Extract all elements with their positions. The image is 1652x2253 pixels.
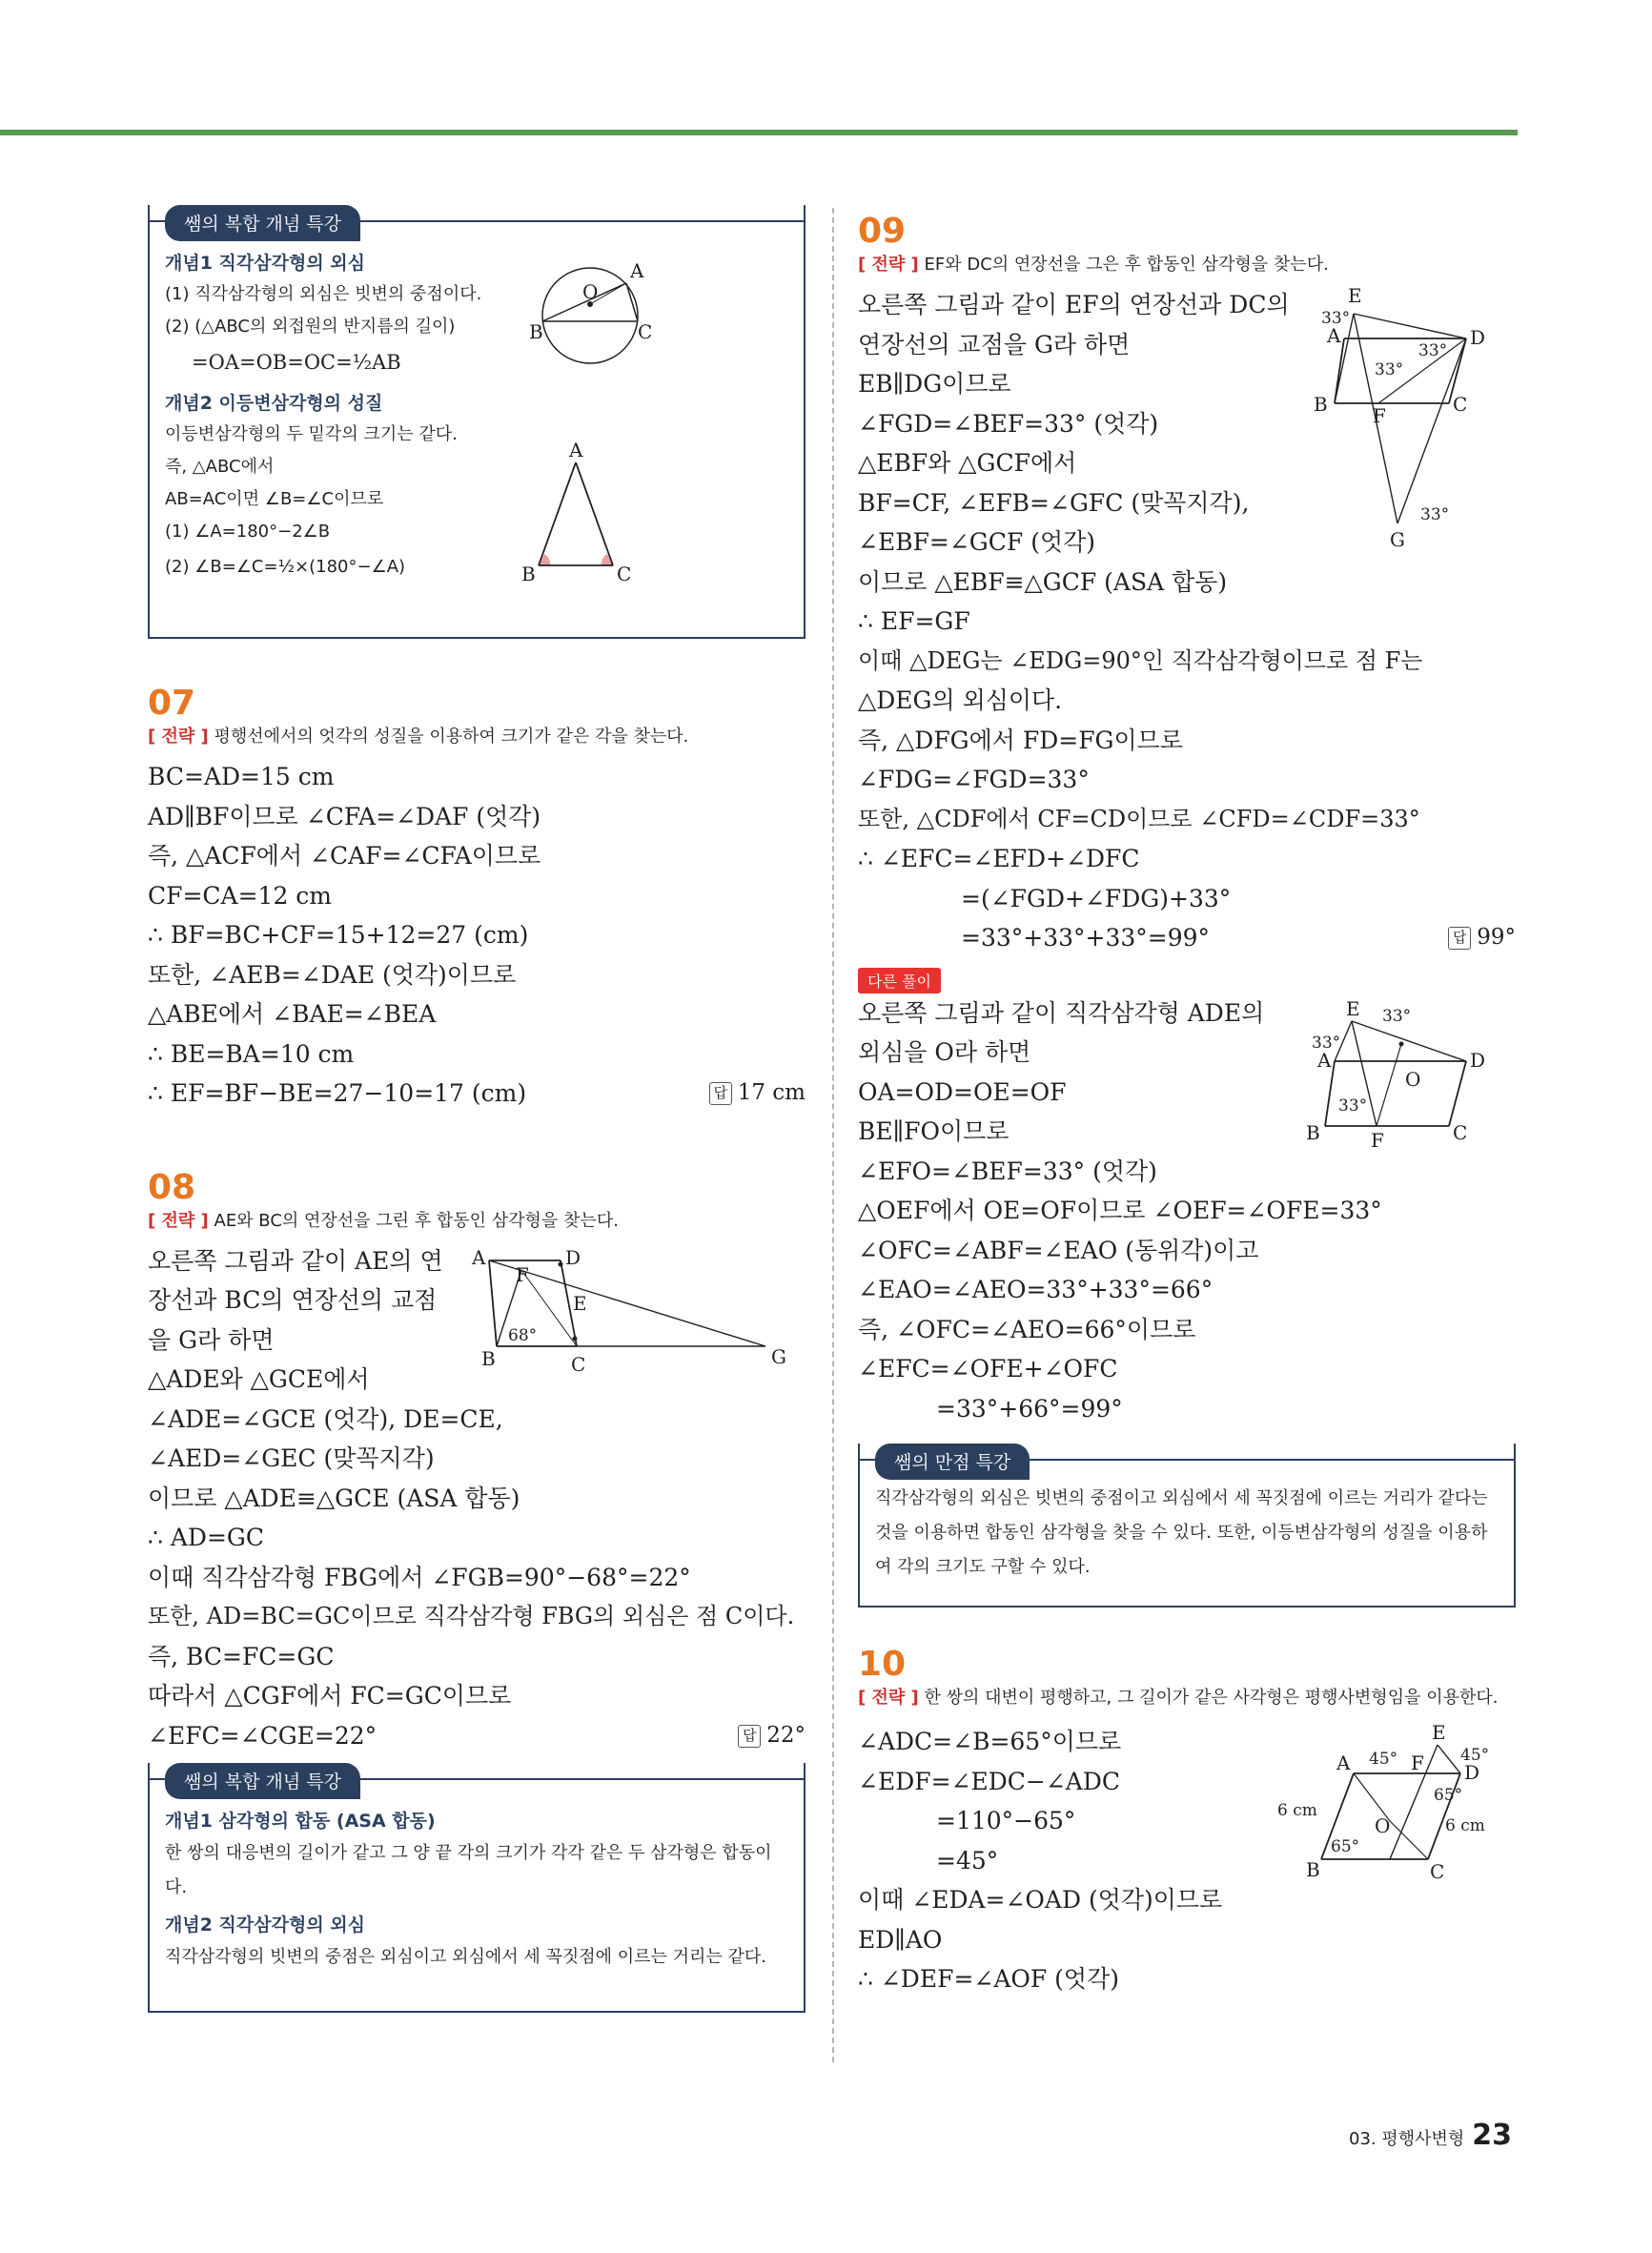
f09-label-C: C	[1453, 393, 1468, 416]
f09-angle-1: 33°	[1321, 309, 1351, 328]
strategy-text: EF와 DC의 연장선을 그은 후 합동인 삼각형을 찾는다.	[924, 255, 1329, 275]
f10-label-F: F	[1411, 1751, 1424, 1774]
problem-09-figure	[1306, 285, 1511, 562]
f08-label-A: A	[472, 1245, 486, 1269]
f09-label-F: F	[1373, 404, 1386, 427]
isosceles-figure	[521, 441, 636, 584]
solution-line: ∴ ∠EFC=∠EFD+∠DFC	[858, 845, 1140, 872]
strategy-tag: [ 전략 ]	[858, 1688, 919, 1708]
solution-line-text: ∠EFC=∠CGE=22°	[148, 1721, 377, 1750]
f10-angle-45a: 45°	[1369, 1750, 1398, 1769]
solution-line: 이때 직각삼각형 FBG에서 ∠FGB=90°−68°=22°	[148, 1563, 691, 1591]
solution-line: =45°	[936, 1846, 999, 1874]
alt-solution-line: 즉, ∠OFC=∠AEO=66°이므로	[858, 1315, 1196, 1343]
page-number: 23	[1472, 2119, 1513, 2152]
solution-line: 따라서 △CGF에서 FC=GC이므로	[148, 1682, 512, 1710]
solution-line: ∠FGD=∠BEF=33° (엇각)	[858, 409, 1159, 438]
solution-line: CF=CA=12 cm	[148, 881, 333, 910]
f09-label-D: D	[1470, 326, 1486, 349]
f09-angle-3: 33°	[1418, 341, 1448, 360]
strategy-text: 한 쌍의 대변이 평행하고, 그 길이가 같은 사각형은 평행사변형임을 이용한다.	[924, 1688, 1499, 1708]
f10-label-O: O	[1375, 1814, 1391, 1837]
solution-line: ∠EBF=∠GCF (엇각)	[858, 528, 1096, 556]
f10-side-6cm-left: 6 cm	[1277, 1801, 1317, 1820]
answer-mark: 답	[738, 1725, 761, 1748]
problem-10-figure	[1277, 1721, 1506, 1888]
page-footer	[1349, 2119, 1512, 2152]
f08-label-D: D	[565, 1245, 581, 1269]
strategy	[148, 723, 806, 751]
f09-angle-4: 33°	[1420, 505, 1450, 524]
alt-solution-line: BE∥FO이므로	[858, 1117, 1010, 1145]
solution-line: 을 G라 하면	[148, 1325, 275, 1354]
f08-label-B: B	[481, 1346, 496, 1370]
concept-2-title: 개념2 직각삼각형의 외심	[165, 1915, 365, 1936]
f10-label-A: A	[1336, 1751, 1351, 1774]
solution-line: 오른쪽 그림과 같이 AE의 연	[148, 1246, 443, 1275]
solution-line: △DEG의 외심이다.	[858, 686, 1063, 714]
solution-line-final	[858, 918, 1516, 958]
solution-line: 또한, ∠AEB=∠DAE (엇각)이므로	[148, 960, 517, 989]
f10-angle-65b: 65°	[1331, 1837, 1360, 1856]
circle-label-C: C	[638, 320, 653, 343]
solution-line: △EBF와 △GCF에서	[858, 449, 1077, 477]
answer-mark: 답	[709, 1082, 732, 1105]
concept-2-line-5: (2) ∠B=∠C=½×(180°−∠A)	[165, 557, 406, 577]
answer-value: 99°	[1477, 925, 1516, 950]
top-green-rule	[0, 130, 1518, 135]
solution-line: 또한, △CDF에서 CF=CD이므로 ∠CFD=∠CDF=33°	[858, 805, 1420, 832]
circle-figure	[529, 259, 664, 377]
f09b-label-D: D	[1470, 1049, 1486, 1072]
solution-line: ∠ADC=∠B=65°이므로	[858, 1728, 1122, 1755]
solution-line-text: ∴ EF=BF−BE=27−10=17 (cm)	[148, 1079, 527, 1107]
solution-line: ED∥AO	[858, 1925, 943, 1954]
problem-09-alt-figure	[1296, 997, 1501, 1155]
chapter-label: 03. 평행사변형	[1349, 2129, 1465, 2149]
solution-line: 즉, △ACF에서 ∠CAF=∠CFA이므로	[148, 842, 541, 870]
concept-2-title: 개념2 이등변삼각형의 성질	[165, 393, 383, 414]
solution-line: 또한, AD=BC=GC이므로 직각삼각형 FBG의 외심은 점 C이다.	[148, 1603, 795, 1629]
concept-2-line-1: 이등변삼각형의 두 밑각의 크기는 같다.	[165, 424, 458, 444]
solution-line: ∠ADE=∠GCE (엇각), DE=CE,	[148, 1404, 503, 1433]
problem-08-figure	[472, 1241, 804, 1384]
f10-label-B: B	[1306, 1858, 1320, 1881]
solution-line: 이때 △DEG는 ∠EDG=90°인 직각삼각형이므로 점 F는	[858, 646, 1423, 674]
solution-line: △ABE에서 ∠BAE=∠BEA	[148, 1000, 437, 1028]
answer	[738, 1716, 806, 1756]
solution-line: 이므로 △ADE≡△GCE (ASA 합동)	[148, 1484, 520, 1512]
answer-mark: 답	[1448, 927, 1471, 950]
strategy-text: 평행선에서의 엇각의 성질을 이용하여 크기가 같은 각을 찾는다.	[214, 727, 689, 747]
problem-number: 07	[148, 684, 196, 723]
solution-line-final	[148, 1716, 806, 1756]
column-divider	[832, 208, 834, 2062]
f10-angle-65a: 65°	[1434, 1786, 1463, 1805]
solution-line: 이므로 △EBF≡△GCF (ASA 합동)	[858, 567, 1228, 596]
solution-line: ∴ BF=BC+CF=15+12=27 (cm)	[148, 921, 529, 949]
concept-box-tag: 쌤의 복합 개념 특강	[165, 205, 360, 241]
strategy	[148, 1207, 806, 1236]
problem-number: 09	[858, 212, 907, 251]
alt-solution-line: 오른쪽 그림과 같이 직각삼각형 ADE의	[858, 998, 1265, 1027]
solution-line: ∠AED=∠GEC (맞꼭지각)	[148, 1444, 435, 1472]
f09-label-G: G	[1390, 528, 1405, 551]
full-marks-box	[858, 1444, 1516, 1608]
iso-label-A: A	[569, 439, 583, 461]
alt-solution-line: ∠EFC=∠OFE+∠OFC	[858, 1355, 1118, 1383]
alt-solution-line: 외심을 O라 하면	[858, 1038, 1031, 1066]
strategy	[858, 1684, 1516, 1712]
strategy-tag: [ 전략 ]	[148, 727, 209, 747]
concept-2-line-3: AB=AC이면 ∠B=∠C이므로	[165, 489, 384, 509]
f09-label-B: B	[1314, 393, 1328, 416]
iso-label-C: C	[617, 563, 632, 585]
alternative-solution-tag: 다른 풀이	[858, 968, 941, 993]
f10-label-C: C	[1430, 1860, 1445, 1883]
solution-line: ∴ EF=GF	[858, 607, 970, 635]
problem-09	[858, 213, 1516, 1428]
alt-solution-line: △OEF에서 OE=OF이므로 ∠OEF=∠OFE=33°	[858, 1197, 1382, 1224]
concept-1-line-3: =OA=OB=OC=½AB	[192, 351, 401, 374]
alt-solution-line: =33°+66°=99°	[936, 1394, 1123, 1423]
f10-angle-45b: 45°	[1460, 1746, 1490, 1765]
f10-label-E: E	[1432, 1721, 1446, 1744]
strategy	[858, 251, 1516, 279]
f09b-label-B: B	[1306, 1121, 1320, 1144]
problem-10	[858, 1646, 1516, 1999]
concept-2-text: 직각삼각형의 빗변의 중점은 외심이고 외심에서 세 꼭짓점에 이르는 거리는 같다.	[165, 1947, 767, 1967]
concept-box-1	[148, 205, 806, 639]
solution-line: 오른쪽 그림과 같이 EF의 연장선과 DC의	[858, 291, 1290, 318]
problem-07	[148, 685, 806, 1114]
f09-label-A: A	[1327, 324, 1341, 347]
alt-solution-line: OA=OD=OE=OF	[858, 1077, 1067, 1106]
right-column	[858, 205, 1516, 1999]
concept-1-title: 개념1 직각삼각형의 외심	[165, 253, 365, 274]
answer	[1448, 918, 1516, 958]
solution-line: BF=CF, ∠EFB=∠GFC (맞꼭지각),	[858, 488, 1250, 517]
concept-1-line-2: (2) (△ABC의 외접원의 반지름의 길이)	[165, 317, 456, 337]
problem-number: 10	[858, 1645, 907, 1684]
solution-line: 연장선의 교점을 G라 하면	[858, 330, 1131, 358]
f09b-label-C: C	[1453, 1121, 1468, 1144]
problem-number: 08	[148, 1167, 196, 1207]
circle-label-O: O	[582, 280, 599, 303]
f09b-label-F: F	[1371, 1129, 1384, 1152]
f09b-angle-2: 33°	[1312, 1034, 1341, 1053]
full-marks-tag: 쌤의 만점 특강	[875, 1444, 1030, 1480]
solution-line: ∠FDG=∠FGD=33°	[858, 766, 1090, 793]
f09-angle-2: 33°	[1375, 360, 1404, 379]
f08-angle-68: 68°	[508, 1325, 538, 1345]
solution-line: =110°−65°	[936, 1807, 1076, 1834]
concept-box-tag: 쌤의 복합 개념 특강	[165, 1763, 360, 1799]
alt-solution-line: ∠OFC=∠ABF=∠EAO (동위각)이고	[858, 1236, 1259, 1264]
f10-label-D: D	[1464, 1761, 1480, 1784]
solution-line: AD∥BF이므로 ∠CFA=∠DAF (엇각)	[148, 802, 541, 830]
alt-solution-line: ∠EAO=∠AEO=33°+33°=66°	[858, 1276, 1214, 1303]
f08-label-F: F	[516, 1262, 529, 1286]
solution-line-final	[148, 1074, 806, 1114]
circle-label-B: B	[529, 320, 543, 343]
f08-label-G: G	[771, 1344, 786, 1368]
concept-1-text: 한 쌍의 대응변의 길이가 같고 그 양 끝 각의 크기가 각각 같은 두 삼각형은 합동이다.	[165, 1843, 772, 1897]
f09b-label-E: E	[1346, 997, 1360, 1020]
strategy-text: AE와 BC의 연장선을 그린 후 합동인 삼각형을 찾는다.	[214, 1210, 619, 1231]
answer	[709, 1074, 806, 1114]
problem-08	[148, 1169, 806, 1756]
f08-label-C: C	[571, 1352, 586, 1376]
concept-1-line-1: (1) 직각삼각형의 외심은 빗변의 중점이다.	[165, 284, 482, 304]
solution-line: ∠EDF=∠EDC−∠ADC	[858, 1767, 1121, 1795]
solution-line: EB∥DG이므로	[858, 370, 1011, 398]
concept-box-2	[148, 1763, 806, 2013]
f09b-label-O: O	[1405, 1068, 1421, 1091]
concept-2-line-4: (1) ∠A=180°−2∠B	[165, 522, 331, 542]
answer-value: 17 cm	[737, 1080, 806, 1105]
solution-line: BC=AD=15 cm	[148, 763, 335, 790]
solution-line: 즉, △DFG에서 FD=FG이므로	[858, 726, 1183, 754]
solution-line: △ADE와 △GCE에서	[148, 1365, 370, 1393]
concept-1-title: 개념1 삼각형의 합동 (ASA 합동)	[165, 1811, 436, 1832]
f10-side-6cm-right: 6 cm	[1445, 1816, 1485, 1835]
solution-line: 즉, BC=FC=GC	[148, 1642, 335, 1670]
solution-line-text: =33°+33°+33°=99°	[961, 924, 1211, 952]
circle-label-A: A	[630, 259, 644, 282]
full-marks-text: 직각삼각형의 외심은 빗변의 중점이고 외심에서 세 꼭짓점에 이르는 거리가 같다는 것을 이용하면 합동인 삼각형을 찾을 수 있다. 또한, 이등변삼각형의 성질을 이용하여 각의 크기도 구할 수 있다.	[875, 1488, 1488, 1577]
strategy-tag: [ 전략 ]	[858, 255, 919, 275]
solution-line: ∴ AD=GC	[148, 1524, 264, 1551]
solution-line: 장선과 BC의 연장선의 교점	[148, 1286, 438, 1314]
f08-label-E: E	[573, 1291, 587, 1315]
f09b-angle-3: 33°	[1338, 1096, 1368, 1116]
iso-label-B: B	[521, 563, 536, 585]
f09-label-E: E	[1348, 284, 1362, 307]
f09b-angle-1: 33°	[1382, 1007, 1412, 1026]
solution-line: ∴ BE=BA=10 cm	[148, 1039, 355, 1068]
concept-2-line-2: 즉, △ABC에서	[165, 457, 275, 477]
f09b-label-A: A	[1317, 1049, 1332, 1072]
solution-line: ∴ ∠DEF=∠AOF (엇각)	[858, 1965, 1119, 1993]
strategy-tag: [ 전략 ]	[148, 1210, 209, 1231]
answer-value: 22°	[766, 1722, 806, 1748]
left-column	[148, 205, 806, 2058]
solution-line: =(∠FGD+∠FDG)+33°	[961, 884, 1232, 912]
solution-line: 이때 ∠EDA=∠OAD (엇각)이므로	[858, 1886, 1223, 1914]
alt-solution-line: ∠EFO=∠BEF=33° (엇각)	[858, 1157, 1157, 1185]
